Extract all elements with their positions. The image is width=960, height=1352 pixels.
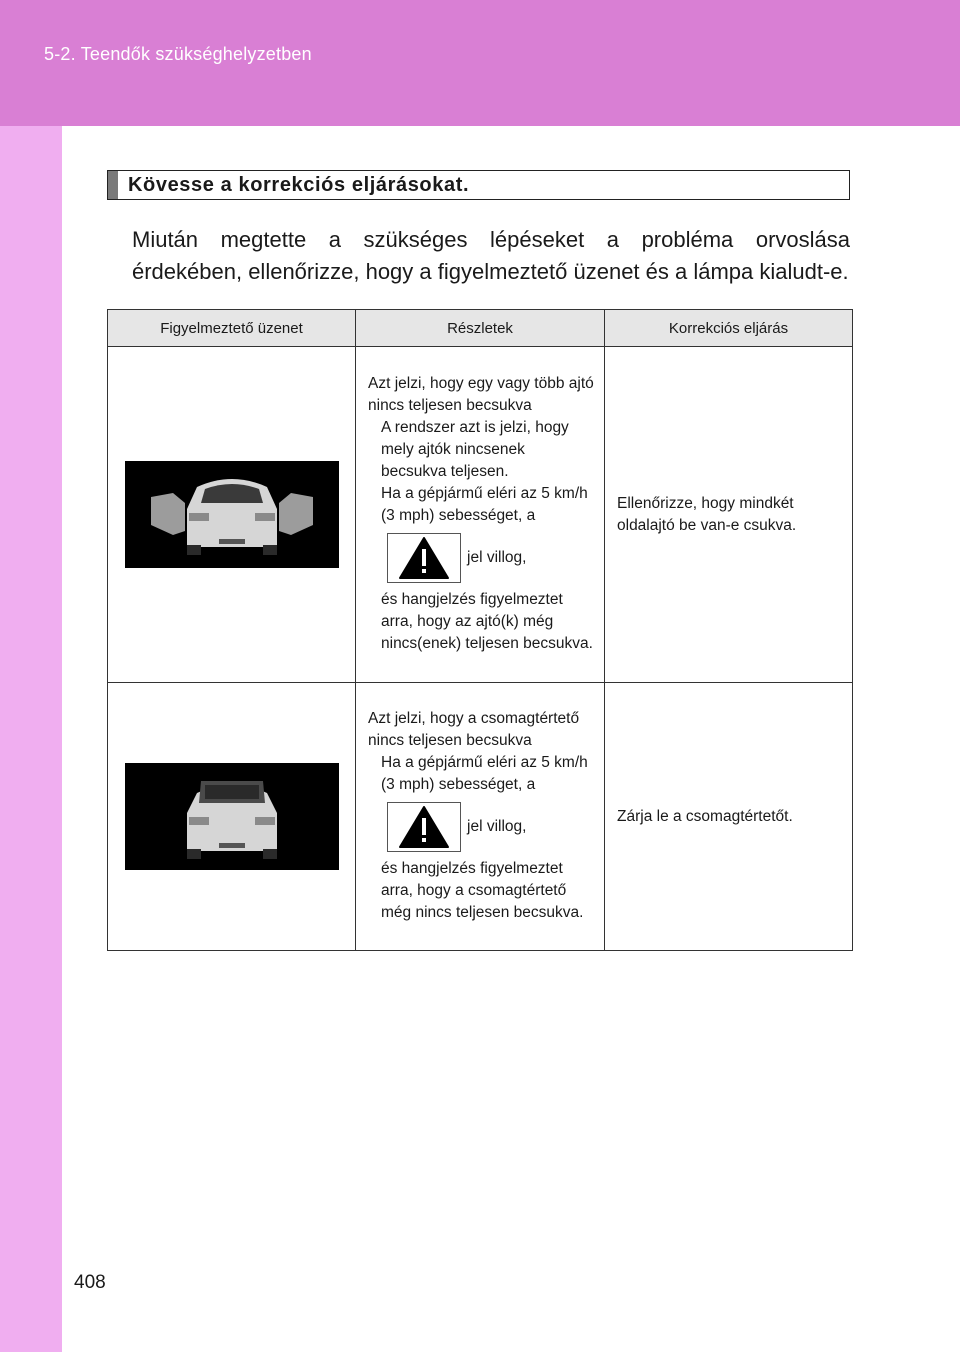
message-image-cell xyxy=(108,347,356,683)
detail-speed: Ha a gépjármű eléri az 5 km/h (3 mph) sebességet, a xyxy=(381,484,588,524)
warning-icon xyxy=(387,533,461,583)
warning-table xyxy=(107,309,853,951)
message-image-cell xyxy=(108,683,356,951)
step-heading xyxy=(107,170,850,200)
section-title: 5-2. Teendők szükséghelyzetben xyxy=(44,44,312,64)
detail-end: és hangjelzés figyelmeztet arra, hogy az ajtó(k) még nincs(enek) teljesen becsukva. xyxy=(381,590,593,652)
warning-icon-line xyxy=(368,802,594,852)
warning-icon-line xyxy=(368,533,594,583)
detail-main: Azt jelzi, hogy egy vagy több ajtó nincs teljesen becsukva xyxy=(368,374,594,414)
table-header-row xyxy=(108,310,853,347)
intro-paragraph: Miután megtette a szükséges lépéseket a probléma orvoslása érdekében, ellenőrizze, hogy a figyelmeztető üzenet és a lámpa kialudt-e. xyxy=(132,227,850,284)
step-heading-bar xyxy=(108,171,118,199)
page-number: 408 xyxy=(74,1272,106,1293)
column-header: Korrekciós eljárás xyxy=(605,310,853,347)
detail-speed: Ha a gépjármű eléri az 5 km/h (3 mph) sebességet, a xyxy=(381,753,588,793)
details-cell xyxy=(356,347,605,683)
detail-main: Azt jelzi, hogy a csomagtértető nincs teljesen becsukva xyxy=(368,709,580,749)
detail-end: és hangjelzés figyelmeztet arra, hogy a csomagtértető még nincs teljesen becsukva. xyxy=(381,859,584,921)
detail-after-icon: jel villog, xyxy=(467,548,527,566)
car-doors-open-illustration xyxy=(125,461,339,568)
detail-sub: A rendszer azt is jelzi, hogy mely ajtók nincsenek becsukva teljesen. xyxy=(381,418,569,480)
side-band xyxy=(0,126,62,1352)
fix-cell: Ellenőrizze, hogy mindkét oldalajtó be van-e csukva. xyxy=(605,347,853,683)
column-header: Figyelmeztető üzenet xyxy=(108,310,356,347)
column-header: Részletek xyxy=(356,310,605,347)
detail-after-icon: jel villog, xyxy=(467,817,527,835)
step-heading-title: Kövesse a korrekciós eljárásokat. xyxy=(128,174,470,196)
car-trunk-open-illustration xyxy=(125,763,339,870)
table-row xyxy=(108,347,853,683)
fix-cell: Zárja le a csomagtértetőt. xyxy=(605,683,853,951)
table-row xyxy=(108,683,853,951)
warning-icon xyxy=(387,802,461,852)
details-cell xyxy=(356,683,605,951)
